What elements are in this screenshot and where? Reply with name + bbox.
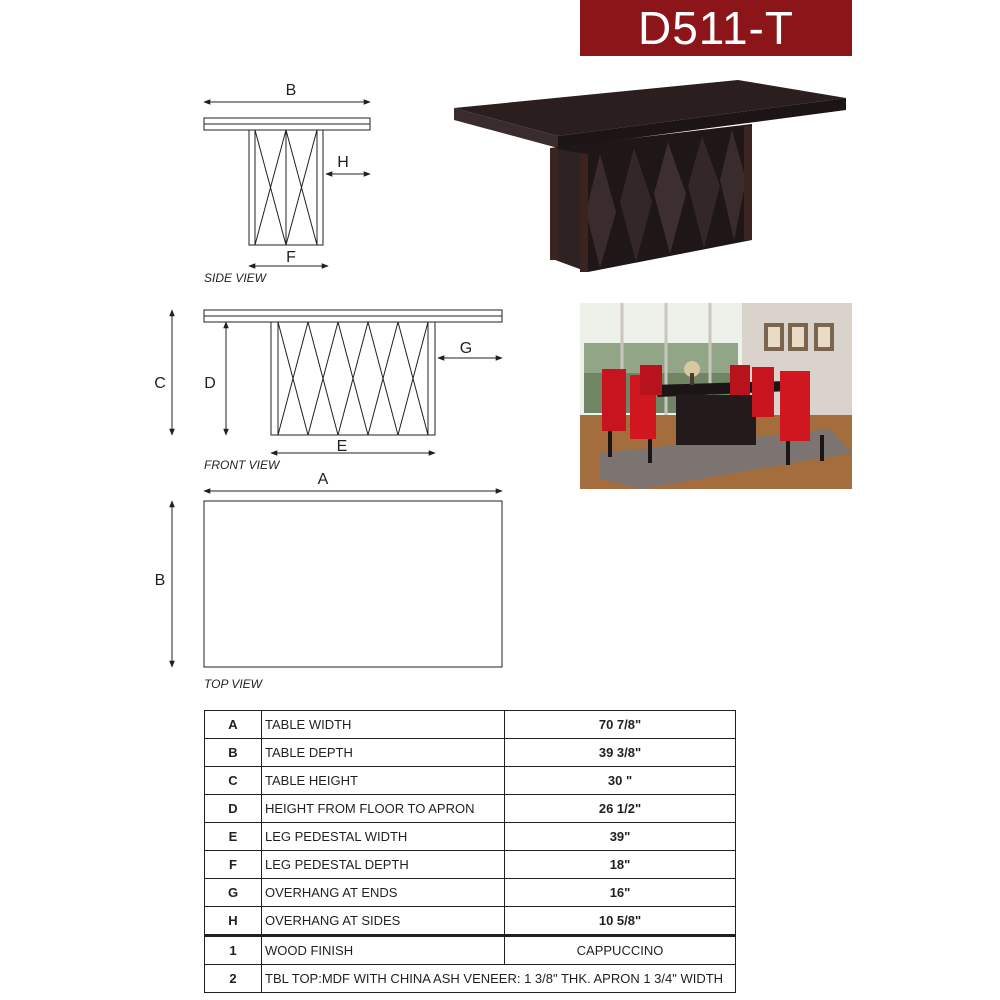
side-dim-h-label: H	[337, 154, 349, 171]
table-row	[205, 711, 736, 739]
product-title: D511-T	[580, 0, 852, 56]
table-row	[205, 739, 736, 767]
note-row	[205, 965, 736, 993]
spec-code: H	[205, 907, 262, 936]
note-code: 1	[205, 936, 262, 965]
spec-label: HEIGHT FROM FLOOR TO APRON	[262, 795, 505, 823]
spec-code: G	[205, 879, 262, 907]
front-dim-g-label: G	[459, 340, 473, 357]
spec-value: 16"	[505, 879, 736, 907]
top-view-caption: TOP VIEW	[204, 677, 263, 691]
spec-code: A	[205, 711, 262, 739]
note-row	[205, 936, 736, 965]
top-dim-b-label: B	[154, 572, 166, 589]
spec-code: B	[205, 739, 262, 767]
spec-label: OVERHANG AT SIDES	[262, 907, 505, 936]
spec-value: 70 7/8"	[505, 711, 736, 739]
table-row	[205, 879, 736, 907]
table-row	[205, 795, 736, 823]
spec-label: OVERHANG AT ENDS	[262, 879, 505, 907]
spec-label: LEG PEDESTAL WIDTH	[262, 823, 505, 851]
specifications-table	[204, 710, 736, 993]
front-dim-d-label: D	[204, 375, 216, 392]
spec-label: TABLE DEPTH	[262, 739, 505, 767]
front-dim-e-label: E	[336, 438, 348, 455]
note-text: TBL TOP:MDF WITH CHINA ASH VENEER: 1 3/8" THK. APRON 1 3/4" WIDTH	[262, 965, 736, 993]
table-row	[205, 851, 736, 879]
spec-value: 39"	[505, 823, 736, 851]
side-dim-b-label: B	[285, 82, 297, 99]
side-view-caption: SIDE VIEW	[204, 271, 267, 285]
table-product-photo	[440, 62, 852, 282]
top-dim-a-label: A	[317, 471, 329, 488]
note-code: 2	[205, 965, 262, 993]
spec-value: 18"	[505, 851, 736, 879]
side-view	[204, 102, 370, 266]
table-row	[205, 767, 736, 795]
spec-code: D	[205, 795, 262, 823]
front-view	[172, 310, 502, 453]
dining-room-photo	[580, 303, 852, 489]
spec-label: TABLE WIDTH	[262, 711, 505, 739]
spec-code: C	[205, 767, 262, 795]
spec-code: E	[205, 823, 262, 851]
top-view	[172, 491, 502, 667]
side-dim-f-label: F	[286, 249, 296, 266]
spec-value: 39 3/8"	[505, 739, 736, 767]
table-row	[205, 823, 736, 851]
note-value: CAPPUCCINO	[505, 936, 736, 965]
spec-value: 10 5/8"	[505, 907, 736, 936]
front-dim-c-label: C	[154, 375, 166, 392]
table-row	[205, 907, 736, 936]
spec-value: 26 1/2"	[505, 795, 736, 823]
note-label: WOOD FINISH	[262, 936, 505, 965]
front-view-caption: FRONT VIEW	[204, 458, 280, 472]
spec-value: 30 "	[505, 767, 736, 795]
spec-label: TABLE HEIGHT	[262, 767, 505, 795]
spec-label: LEG PEDESTAL DEPTH	[262, 851, 505, 879]
spec-code: F	[205, 851, 262, 879]
